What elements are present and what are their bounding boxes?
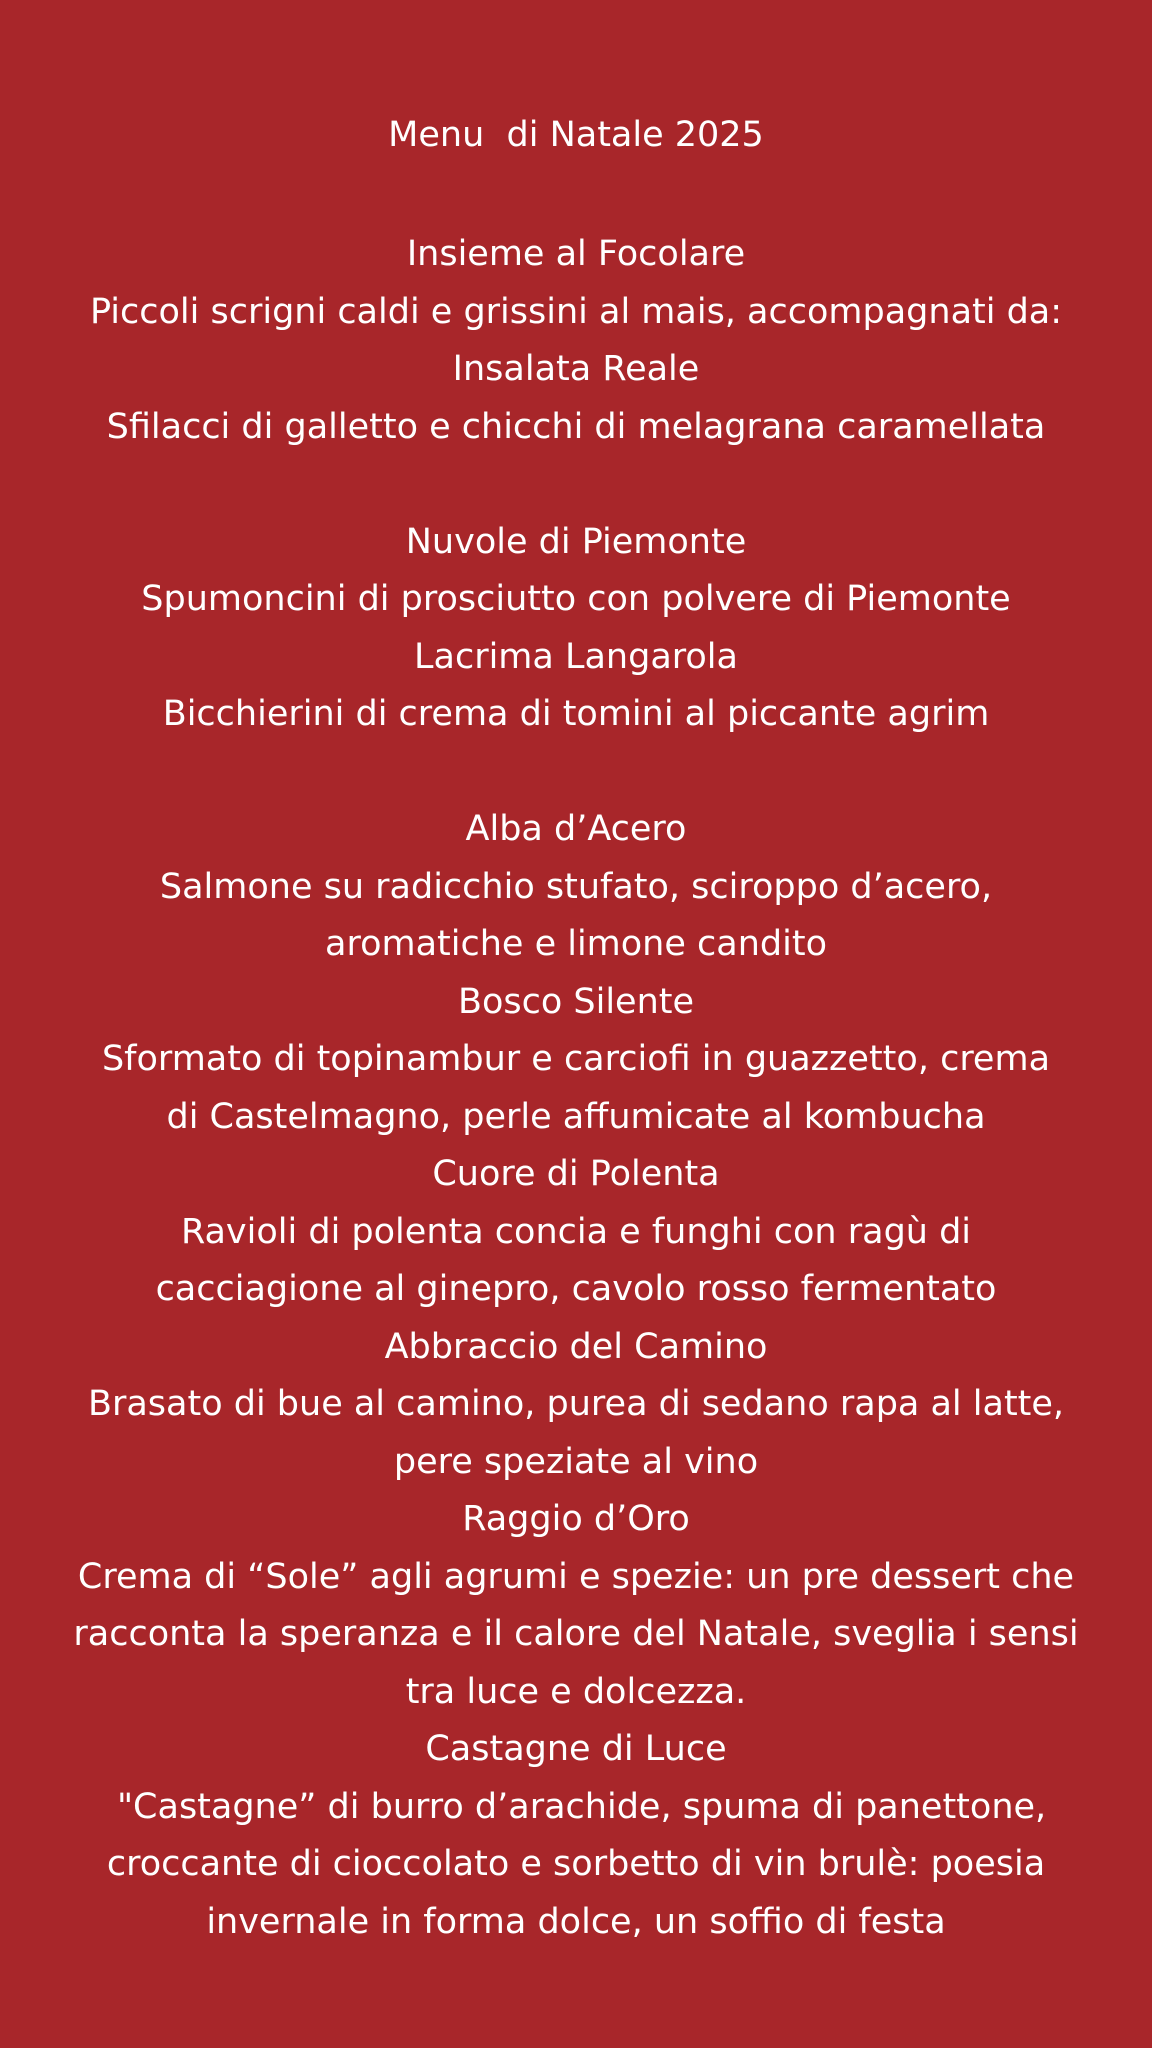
dish-description: cacciagione al ginepro, cavolo rosso fermentato bbox=[155, 1269, 997, 1309]
menu-title: Menu di Natale 2025 bbox=[388, 115, 764, 155]
dish-description: croccante di cioccolato e sorbetto di vin brulè: poesia bbox=[106, 1844, 1046, 1884]
dish-title: Abbraccio del Camino bbox=[384, 1326, 768, 1367]
dish-description: racconta la speranza e il calore del Natale, sveglia i sensi bbox=[73, 1614, 1079, 1654]
dish-description: pere speziate al vino bbox=[393, 1441, 759, 1482]
dish-title: Castagne di Luce bbox=[425, 1729, 727, 1769]
section-spacer bbox=[0, 456, 1152, 514]
section-main-courses bbox=[0, 801, 1152, 1951]
dish-description: Bicchierini di crema di tomini al piccante agrim bbox=[162, 694, 990, 734]
dish-description: Crema di “Sole” agli agrumi e spezie: un pre dessert che bbox=[77, 1556, 1075, 1597]
dish-title: Alba d’Acero bbox=[465, 809, 687, 849]
dish-description: aromatiche e limone candito bbox=[325, 924, 827, 964]
dish-title: Bosco Silente bbox=[457, 981, 695, 1022]
dish-title: Insalata Reale bbox=[452, 349, 700, 389]
dish-title: Raggio d’Oro bbox=[462, 1499, 690, 1539]
dish-description: di Castelmagno, perle affumicate al kombucha bbox=[166, 1096, 986, 1137]
dish-description: Brasato di bue al camino, purea di sedano rapa al latte, bbox=[87, 1384, 1065, 1424]
dish-description: Salmone su radicchio stufato, sciroppo d’acero, bbox=[159, 866, 993, 907]
dish-description: Sfilacci di galletto e chicchi di melagrana caramellata bbox=[106, 406, 1046, 447]
dish-title: Nuvole di Piemonte bbox=[405, 521, 747, 562]
dish-description: invernale in forma dolce, un soffio di festa bbox=[206, 1901, 946, 1942]
section-antipasti-1 bbox=[0, 226, 1152, 456]
dish-title: Lacrima Langarola bbox=[414, 636, 738, 677]
dish-description: Ravioli di polenta concia e funghi con ragù di bbox=[180, 1211, 972, 1252]
dish-title: Cuore di Polenta bbox=[432, 1154, 720, 1194]
dish-description: Sformato di topinambur e carciofi in guazzetto, crema bbox=[101, 1039, 1051, 1079]
dish-description: "Castagne” di burro d’arachide, spuma di panettone, bbox=[105, 1786, 1047, 1827]
section-spacer bbox=[0, 744, 1152, 802]
dish-description: tra luce e dolcezza. bbox=[405, 1671, 747, 1712]
dish-title: Insieme al Focolare bbox=[406, 234, 746, 274]
dish-description: Piccoli scrigni caldi e grissini al mais, accompagnati da: bbox=[89, 291, 1063, 332]
section-antipasti-2 bbox=[0, 514, 1152, 744]
dish-description: Spumoncini di prosciutto con polvere di Piemonte bbox=[141, 579, 1011, 619]
